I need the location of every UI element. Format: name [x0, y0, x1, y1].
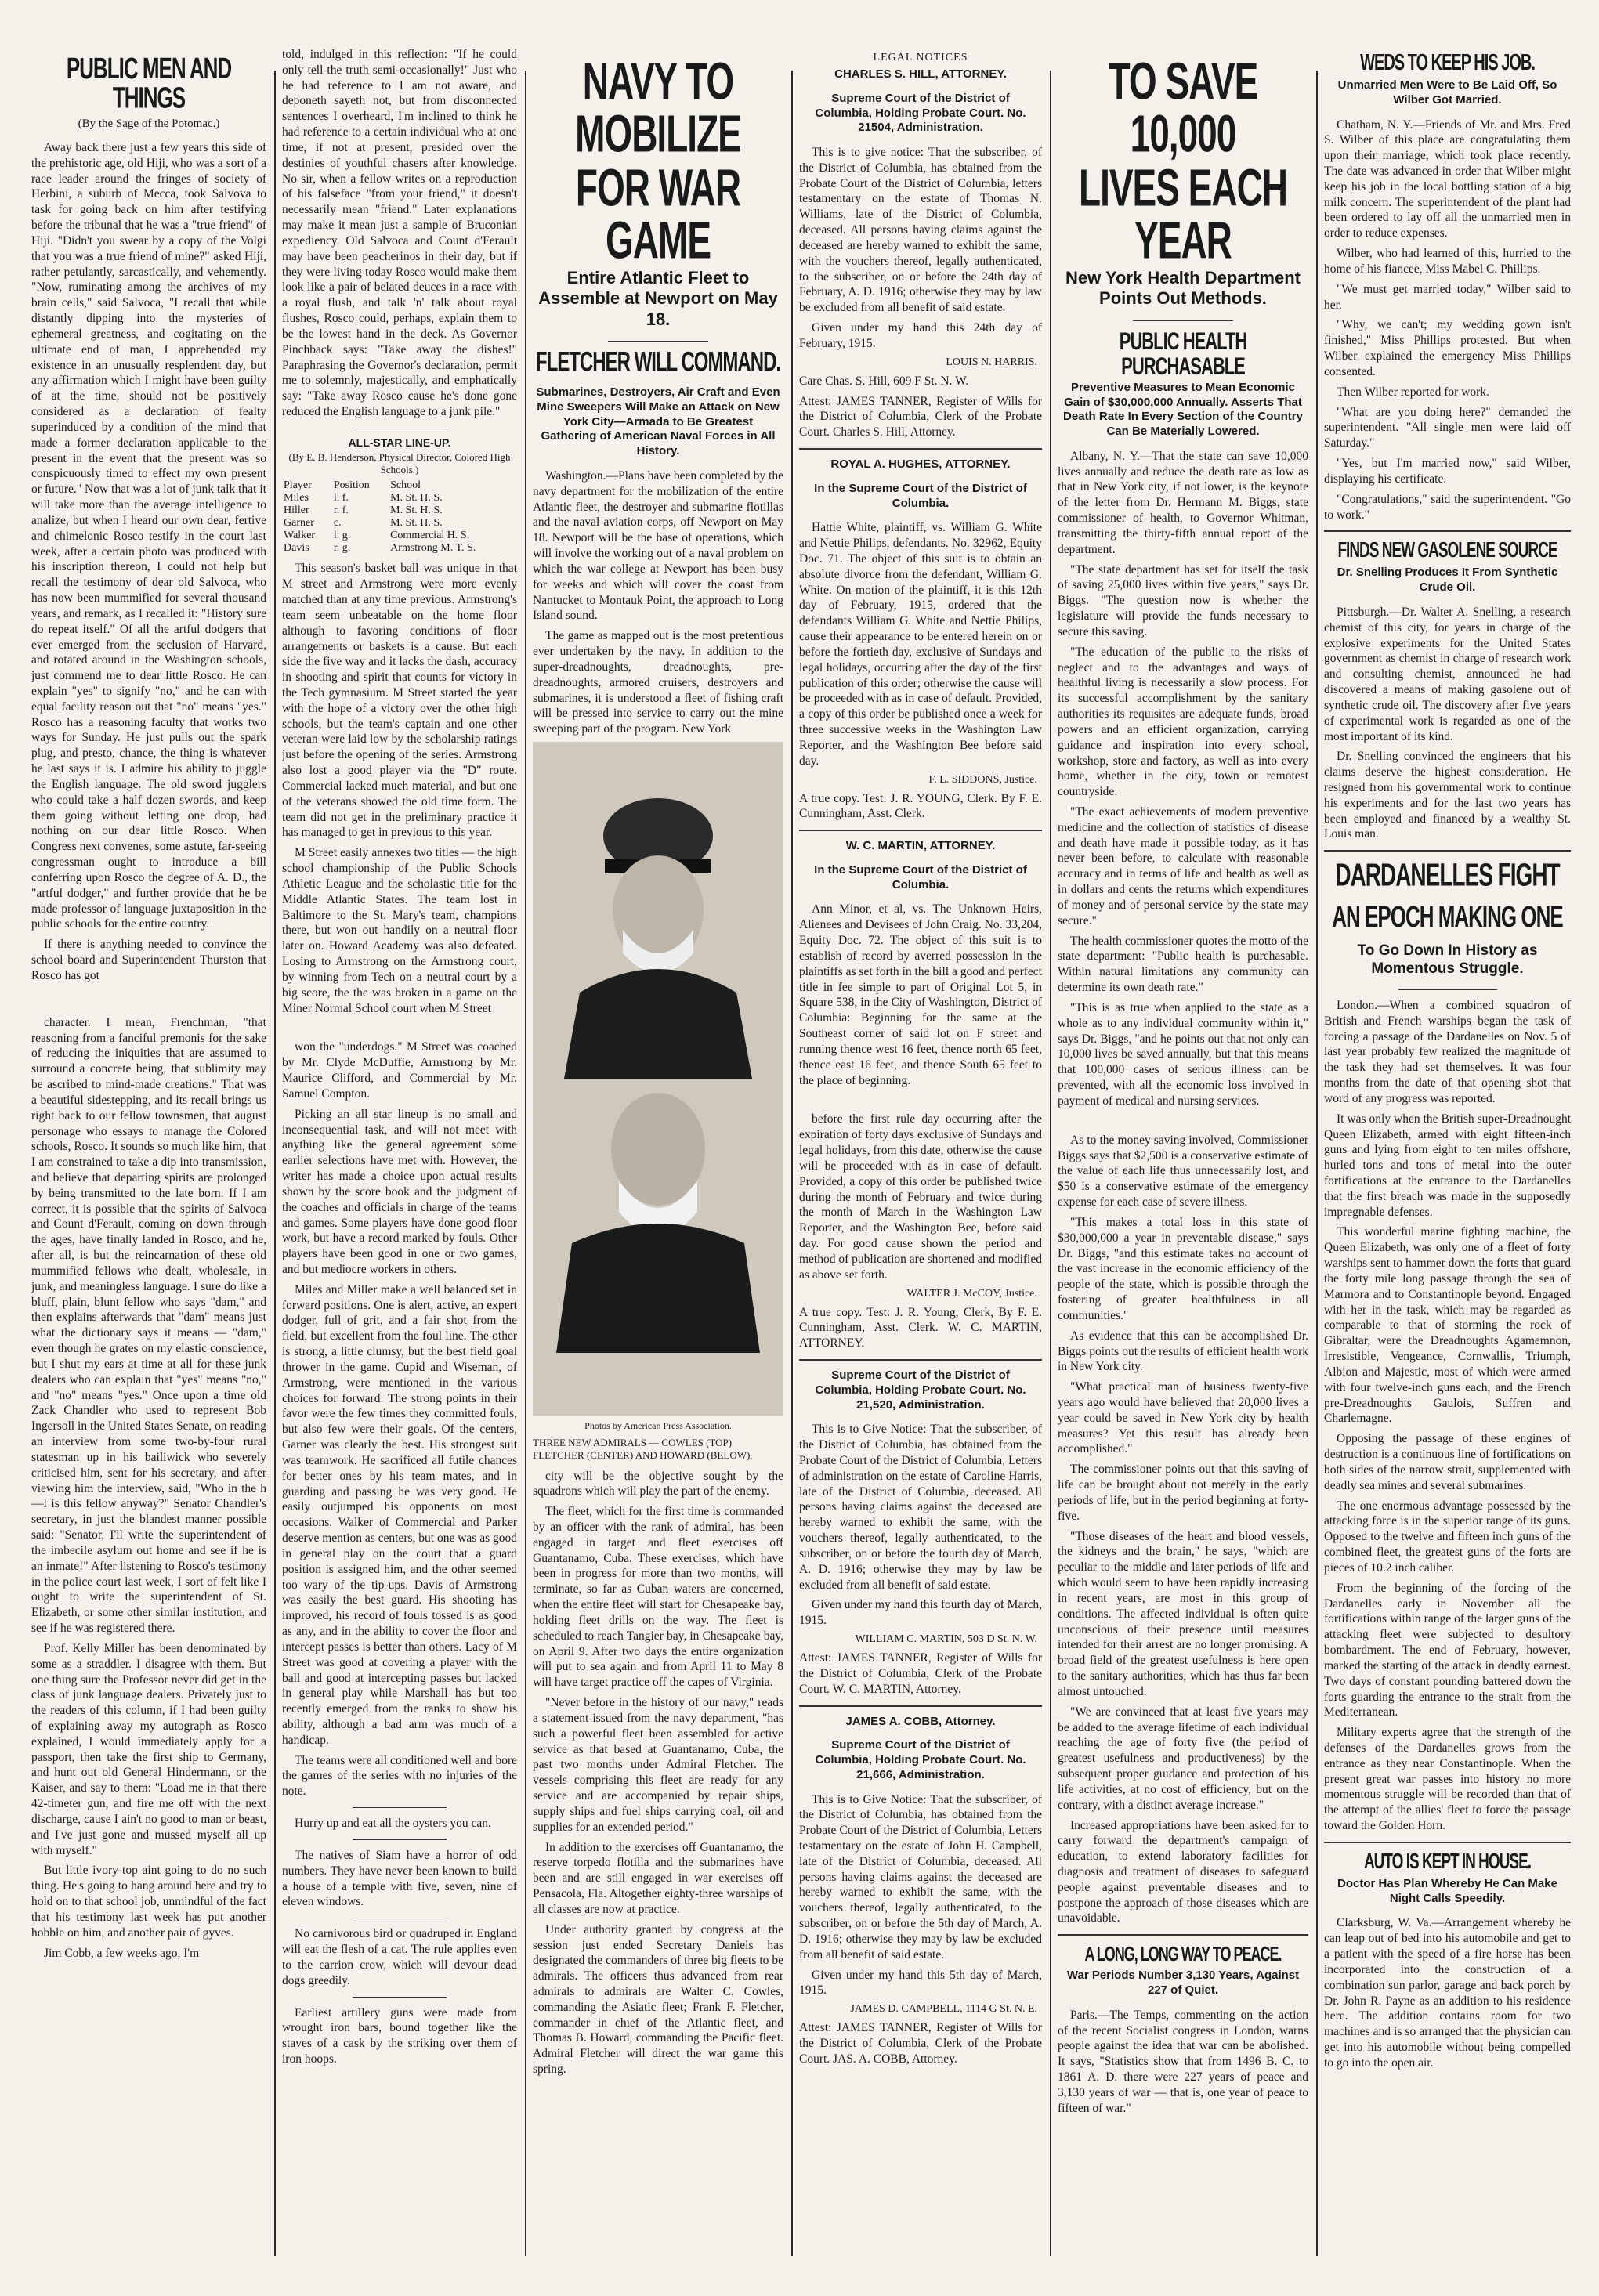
notice-attest: Attest: JAMES TANNER, Register of Wills for the District of Columbia, Clerk of the Probate Court. W. C. MARTIN, Attorney.	[799, 1651, 1042, 1696]
save-lives-subdeck: Preventive Measures to Mean Economic Gain of $30,000,000 Annually. Asserts That Death Rate In Every Section of the Country Can Be Materially Lowered.	[1063, 380, 1303, 439]
navy-headline-3: FLETCHER WILL COMMAND.	[535, 347, 781, 378]
divider	[608, 341, 708, 342]
column-rule	[274, 71, 276, 2256]
article-paragraph: "Yes, but I'm married now," said Wilber, displaying his certificate.	[1324, 457, 1571, 486]
article-paragraph: "We must get married today," Wilber said to her.	[1324, 282, 1571, 312]
lineup-cell: c.	[333, 517, 342, 530]
article-paragraph: M Street easily annexes two titles — the high school championship of the Public Schools Athletic League and the scholastic title for the Middle Atlantic States. The team lost in Baltimore to the St. Mary's team, champions there, but won out handily on a neutral floor later on. Howard Academy was also defeated. Losing to Armstrong on the Armstrong court, by winning from Tech on a neutral court by a big score, the the was broken in a game on the Miner Normal School court when M Street	[282, 846, 517, 1015]
auto-deck: Doctor Has Plan Whereby He Can Make Night Calls Speedily.	[1337, 1876, 1557, 1905]
notice-body: before the first rule day occurring after the expiration of forty days exclusive of Sundays and legal holidays, from this date, otherwise the cause will be proceeded with as in case of default. Provided, a copy of this order be published twice during the month of February and twice during the month of March in the Washington Law Reporter, and the Washington Bee, before said day. For good cause shown the period and method of publication are shortened and modified as above set forth.	[799, 1112, 1042, 1282]
peace-headline: A LONG, LONG WAY TO PEACE.	[1084, 1942, 1282, 1965]
photo-caption: THREE NEW ADMIRALS — COWLES (TOP) FLETCHER (CENTER) AND HOWARD (BELOW).	[533, 1437, 753, 1462]
notice-attorney: W. C. MARTIN, ATTORNEY.	[845, 839, 996, 853]
article-paragraph: "What practical man of business twenty-five years ago would have believed that 20,000 lives a year could be saved in New York city by health measures? Yet this result has already been accomplished."	[1058, 1380, 1308, 1456]
divider	[353, 1839, 447, 1840]
newspaper-page	[31, 47, 1571, 2272]
article-paragraph: If there is anything needed to convince the school board and Superintendent Thurston that Rosco has got	[31, 938, 266, 982]
notice-copy: A true copy. Test: J. R. YOUNG, Clerk. By F. E. Cunningham, Asst. Clerk.	[799, 791, 1042, 821]
notice-body: Ann Minor, et al, vs. The Unknown Heirs, Alienees and Devisees of John Craig. No. 33,204, Equity Doc. 72. The object of this suit is to establish of record by averred possession in the plaintiffs as set forth in the bill a good and perfect title in fee simple to part of Original Lot 5, in Square 538, in the City of Washington, District of Columbia: Beginning for the same at the Southeast corner of said lot on F street and running thence west 16 feet, thence north 65 feet, thence east 16 feet, and thence South 65 feet to the place of beginning.	[799, 902, 1042, 1087]
peace-deck: War Periods Number 3,130 Years, Against 227 of Quiet.	[1066, 1969, 1300, 1998]
notice-court: In the Supreme Court of the District of Columbia.	[814, 862, 1027, 891]
article-paragraph: "Congratulations," said the superintendent. "Go to work."	[1324, 492, 1571, 522]
notice-attorney: ROYAL A. HUGHES, ATTORNEY.	[830, 457, 1011, 472]
article-paragraph: Wilber, who had learned of this, hurried to the home of his fiancee, Miss Mabel C. Phillips.	[1324, 247, 1571, 276]
lineup-cell: Commercial H. S.	[390, 530, 470, 542]
lineup-cell: Garner	[284, 517, 314, 530]
article-paragraph: "Never before in the history of our navy," reads a statement issued from the navy department, "has such a powerful fleet been assembled for active service as that based at Guantanamo, Cuba, the past two months under Admiral Fletcher. The vessels comprising this fleet are ready for any service and are accompanied by repair ships, supply ships and fuel ships carrying coal, oil and supplies for an extended period."	[533, 1696, 783, 1834]
notice-court: In the Supreme Court of the District of Columbia.	[814, 481, 1027, 510]
article-paragraph: But little ivory-top aint going to do no such thing. He's going to hang around here and try to hold on to that school job, unmindful of the fact that his testimony last week has put another hobble on him, and another pair of gyves.	[31, 1864, 266, 1940]
column-3	[533, 47, 783, 2272]
notice-body: This is to Give Notice: That the subscriber, of the District of Columbia, has obtained from the Probate Court of the District of Columbia, Letters of administration on the estate of Caroline Harris, late of the District of Columbia, deceased. All persons having claims against the deceased are hereby warned to exhibit the same, with the vouchers thereof, legally authenticated, to the subscriber, on or before the fourth day of March, A. D. 1916; otherwise they may by law be excluded from all benefit of said estate.	[799, 1423, 1042, 1592]
column-2	[282, 47, 517, 2272]
lineup-cell: r. g.	[333, 542, 351, 555]
column-6	[1324, 47, 1571, 2272]
article-paragraph: "This is as true when applied to the state as a whole as to any individual community within it," says Dr. Biggs, "and he points out that not only can 10,000 lives be saved annually, but that this means that 100,000 cases of serious illness can be prevented, with all the economic loss involved in payment of medical and nursing services.	[1058, 1000, 1308, 1108]
lineup-row	[282, 492, 517, 504]
filler-paragraph: No carnivorous bird or quadruped in England will eat the flesh of a cat. The rule applies even to the carrion crow, which will devour dead dogs greedily.	[282, 1927, 517, 1987]
lineup-cell: Hiller	[284, 504, 309, 517]
legal-notices-header: LEGAL NOTICES	[873, 52, 968, 63]
article-paragraph: Military experts agree that the strength of the defenses of the Dardanelles grows from the entrance as they near Constantinople. When the present great war passes into history no more momentous struggle will be recorded than that of the attempt of the allies' fleet to force the passage toward the Golden Horn.	[1324, 1726, 1571, 1833]
notice-body: This is to Give Notice: That the subscriber, of the District of Columbia, has obtained from the Probate Court of the District of Columbia, Letters testamentary on the estate of John H. Campbell, late of the District of Columbia, deceased. All persons having claims against the deceased are hereby warned to exhibit the same, with the vouchers thereof, legally authenticated, to the subscriber, on or before the 5th day of March, A. D. 1916; otherwise they may by law be excluded from all benefit of said estate.	[799, 1792, 1042, 1962]
notice-attorney: JAMES A. COBB, Attorney.	[845, 1714, 996, 1728]
navy-deck: Entire Atlantic Fleet to Assemble at Newport on May 18.	[538, 268, 778, 329]
article-paragraph: city will be the objective sought by the squadrons which will play the part of the enemy.	[533, 1469, 783, 1499]
article-paragraph: Paris.—The Temps, commenting on the action of the recent Socialist congress in London, warns people against the idea that war can be abolished. It says, "Statistics show that from 1496 B. C. to 1861 A. D. there were 227 years of peace and 3,130 years of war — that is, one year of peace to fifteen of war."	[1058, 2008, 1308, 2115]
notice-given: Given under my hand this 24th day of February, 1915.	[799, 321, 1042, 350]
column-5	[1058, 47, 1308, 2272]
article-paragraph: "The state department has set for itself the task of saving 25,000 lives within five years," says Dr. Biggs. "The question now is whether the legislature will provide the funds necessary to secure this saving.	[1058, 562, 1308, 638]
lineup-cell: Walker	[284, 530, 316, 542]
article-paragraph: It was only when the British super-Dreadnought Queen Elizabeth, armed with eight fifteen-inch guns and lying from eight to ten miles offshore, hurled tons and tons of metal into the outer fortifications at the entrance to the Dardanelles that the first breach was made in the supposedly impregnable defenses.	[1324, 1112, 1571, 1219]
article-paragraph: Clarksburg, W. Va.—Arrangement whereby he can leap out of bed into his automobile and get to a patient with the speed of a fire horse has been incorporated into the construction of a combination sun parlor, garage and back porch by Dr. John R. Payne as an addition to his residence here. The addition contains room for two machines and is so arranged that the physician can get into his automobile without being compelled to go into the open air.	[1324, 1916, 1571, 2070]
article-paragraph: "We are convinced that at least five years may be added to the average lifetime of each individual reaching the age of forty five (the period of greatest usefulness and productiveness) by the subsequent proper guidance and protection of his life activities, at no cost of efficiency, but on the contrary, with a distinct average increase."	[1058, 1705, 1308, 1812]
article-paragraph: Opposing the passage of these engines of destruction is a continuous line of fortifications on both sides of the narrow strait, supplemented with deadly sea mines and several submarines.	[1324, 1432, 1571, 1492]
column-1	[31, 47, 266, 2272]
notice-attest: Attest: JAMES TANNER, Register of Wills for the District of Columbia, Clerk of the Probate Court. Charles S. Hill, Attorney.	[799, 394, 1042, 439]
lineup-cell: M. St. H. S.	[390, 492, 443, 504]
gasolene-deck: Dr. Snelling Produces It From Synthetic Crude Oil.	[1337, 566, 1558, 595]
notice-copy: A true copy. Test: J. R. Young, Clerk, By F. E. Cunningham, Asst. Clerk. W. C. MARTIN, ATTORNEY.	[799, 1305, 1042, 1350]
notice-signature: F. L. SIDDONS, Justice.	[928, 773, 1037, 786]
lineup-cell: M. St. H. S.	[390, 517, 443, 530]
article-paragraph: The one enormous advantage possessed by the attacking force is in the superior range of its guns. Opposed to the twelve and fifteen inch guns of the combined fleet, the greatest guns of the forts are pieces of 10.2 inch caliber.	[1324, 1499, 1571, 1575]
article-paragraph: London.—When a combined squadron of British and French warships began the task of forcing a passage of the Dardanelles on Nov. 5 of last year probably few realized the magnitude of the task they had set themselves. It was four months from the date of that opening shot that word of any progress was reported.	[1324, 998, 1571, 1105]
lineup-table	[282, 479, 517, 555]
article-paragraph: In addition to the exercises off Guantanamo, the reserve torpedo flotilla and the submarines have been and are still engaged in war exercises off Pensacola, Fla. Altogether eighty-three warships of all classes are now at practice.	[533, 1840, 783, 1916]
lineup-byline: (By E. B. Henderson, Physical Director, Colored High Schools.)	[288, 451, 511, 476]
filler-paragraph: The natives of Siam have a horror of odd numbers. They have never been known to build a house of a temple with five, seven, nine of eleven windows.	[282, 1848, 517, 1909]
article-paragraph: As evidence that this can be accomplished Dr. Biggs points out the results of efficient health work in New York city.	[1058, 1329, 1308, 1374]
article-paragraph: From the beginning of the forcing of the Dardanelles early in November all the fortifications within range of the larger guns of the attacking fleet were subjected to desultory bombardment. The end of February, however, marked the starting of the attack in deadly earnest. Two days of constant pounding battered down the forts guarding the entrance to the strait from the Mediterranean.	[1324, 1581, 1571, 1719]
save-lives-headline-2: LIVES EACH YEAR	[1078, 157, 1288, 269]
admirals-photo	[533, 742, 783, 1416]
lineup-cell: r. f.	[333, 504, 349, 517]
article-paragraph: The health commissioner quotes the motto of the state department: "Public health is purchasable. Within natural limitations any community can determine its own death rate."	[1058, 934, 1308, 995]
dardanelles-headline-1: DARDANELLES FIGHT	[1335, 857, 1560, 893]
lineup-header: Player	[284, 479, 312, 492]
navy-subdeck: Submarines, Destroyers, Air Craft and Even Mine Sweepers Will Make an Attack on New York City—Armada to Be Greatest Gathering of American Naval Forces in All History.	[536, 385, 780, 458]
photo-credit: Photos by American Press Association.	[584, 1420, 732, 1431]
divider	[1133, 320, 1233, 321]
lineup-cell: Armstrong M. T. S.	[390, 542, 476, 555]
notice-signature: JAMES D. CAMPBELL, 1114 G St. N. E.	[850, 2003, 1037, 2016]
article-paragraph: Away back there just a few years this side of the prehistoric age, old Hiji, who was a sort of a race leader around the fringes of society of Herbini, a suburb of Mecca, took Salvova to task for going back on him after testifying before the tribunal that he was a "true friend" of Hiji. "Didn't you swear by a copy of the Volgi that you was a true friend of mine?" asked Hiji, rather petulantly, sarcastically, and vehemently. "Now, ruminating among the archives of my brain cells," said Salvoca, "I recall that while distantly dipping into the mysteries of ephemeral greatness, and cogitating on the ultimate end of man, I apprehended my existence in an unusually resplendent day, but any affirmation which I might have been guilty of at the time, should not be positively considered as a declaration of fealty superinduced by a condition of the mind that made a former declaration applicable to the present in the event that the present was so conspicuously timed to effect my own present or future." Now that was a lot of junk talk that it will take more than the average intelligence to analize, but when I heard our own dear, fertive and chimelonic Rosco testify in the court last week, after a certain photo was produced with his inscription thereon, I could not help but recall the testimony of dear old Salvoca, who has now been mummified for several thousand years, and remark, as I recalled it: "History sure do repeat itself." Of all the artful dodgers that ever emerged from the seclusion of Harvard, and rotated around in the Washington schools, just commend me to dear little Rosco. He can explain "yes" to signify "no," and he can with equal facility reason out that "no" means "yes." Rosco has a reasoning faculty that works two ways for Sunday. He just pulls out the spark plug, and presto, chance, the thing is whatever he last says it is. I admire his ability to juggle the English language. The old sword jugglers who could take a half dozen swords, and keep them going without letting one drop, had nothing on our dear little Rosco. When Congress next convenes, some astute, far-seeing congressman ought to introduce a bill conferring upon Rosco the degree of A. D., the "artful dodger," and further provide that he be made professor of language juxtaposition in the public schools for the entire country.	[31, 141, 266, 931]
article-paragraph: Under authority granted by congress at the session just ended Secretary Daniels has designated the commanders of three big fleets to be admirals. The officers thus advanced from rear admirals to admirals are Walter C. Cowles, commanding the Asiatic fleet; Frank F. Fletcher, commander in chief of the Atlantic fleet, and Thomas B. Howard, commanding the Pacific fleet. Admiral Fletcher will direct the war game this spring.	[533, 1922, 783, 2077]
column-4	[799, 47, 1042, 2272]
article-paragraph: This season's basket ball was unique in that M street and Armstrong were more evenly matched than at any time previous. Armstrong's team seem unbeatable on the home floor although to favoring conditions of floor arrangements or baskets is a cause. But each side the five way and it lacks the dash, accuracy in shooting and spirit that counts for victory in the Tech gymnasium. M Street started the year with the hope of a victory over the other high schools, but the team's captain and one other veteran were laid low by the scholarship ratings just before the opening of the series. Armstrong also lost a good player via the "D" route. Commercial lacked much material, and but one of the veterans showed the old time form. The team did not get in the preliminary practice it has managed to get in previous to this year.	[282, 562, 517, 840]
dardanelles-deck: To Go Down In History as Momentous Struggle.	[1357, 942, 1538, 978]
lineup-row	[282, 542, 517, 555]
notice-signature: LOUIS N. HARRIS.	[946, 356, 1037, 368]
column-rule	[1050, 71, 1051, 2256]
article-paragraph: "The education of the public to the risks of neglect and to the advantages and ways of healthful living is necessarily a slow process. For its successful accomplishment by the sanitary authorities its requisites are adequate funds, broad powers and an efficient organization, carrying guidance and inspiration into every school, workshop, store and factory, as well as into every home, whether in the city, town or remotest countryside.	[1058, 645, 1308, 799]
article-paragraph: As to the money saving involved, Commissioner Biggs says that $2,500 is a conservative estimate of the value of each life thus unnecessarily lost, and $50 is a conservative estimate of the emergency expense for each case of severe illness.	[1058, 1133, 1308, 1209]
notice-given: Given under my hand this fourth day of March, 1915.	[799, 1598, 1042, 1628]
lineup-header-row	[282, 479, 517, 492]
article-paragraph: won the "underdogs." M Street was coached by Mr. Clyde McDuffie, Armstrong by Mr. Maurice Clifford, and Commercial by Mr. Samuel Compton.	[282, 1040, 517, 1101]
notice-court: Supreme Court of the District of Columbia, Holding Probate Court. No. 21,666, Administration.	[815, 1738, 1026, 1781]
article-paragraph: "The exact achievements of modern preventive medicine and the collection of statistics of disease and death have made it possible today, as it has never been before, to calculate with reasonable accuracy and in terms of life and health as well as in dollars and cents the returns which expenditures of money and of personal service by the state may secure."	[1058, 805, 1308, 927]
gasolene-headline: FINDS NEW GASOLENE SOURCE	[1337, 538, 1557, 563]
dardanelles-headline-2: AN EPOCH MAKING ONE	[1332, 899, 1563, 934]
article-paragraph: Picking an all star lineup is no small and inconsequential task, and will not meet with anything like the general agreement some earlier selections have met with. However, the writer has made a choice upon actual results shown by the score book and the judgment of the coaches and officials in charge of the teams and games. Some players have done good floor work, but have a record marked by fouls. Other players have been good in one or two games, and but mediocre workers in others.	[282, 1107, 517, 1276]
lineup-cell: l. f.	[333, 492, 349, 504]
divider	[799, 830, 1042, 831]
filler-paragraph: Hurry up and eat all the oysters you can.	[295, 1817, 491, 1831]
auto-headline: AUTO IS KEPT IN HOUSE.	[1363, 1849, 1532, 1874]
article-paragraph: "This makes a total loss in this state of $30,000,000 a year in preventable disease," says Dr. Biggs, "and this estimate takes no account of the vast increase in the economic efficiency of the people of the state, which is possible through the fostering of greater healthfulness in all communities."	[1058, 1215, 1308, 1322]
notice-signature: WALTER J. McCOY, Justice.	[906, 1287, 1037, 1300]
article-paragraph: Dr. Snelling convinced the engineers that his claims deserve the highest consideration. He resigned from his governmental work to continue his experiments and for the last two years has been employed and financed by a wealthy St. Louis man.	[1324, 750, 1571, 841]
article-paragraph: "Those diseases of the heart and blood vessels, the kidneys and the brain," he says, "which are peculiar to the middle and later periods of life and which would seem to have been rapidly increasing in recent years, are most in this group of conditions. The affected individual is often quite unconscious of their presence until measures intended for their arrest are no longer promising. A broad field of the greatest usefulness is here open to the sanitary authorities, which has thus far been almost untouched.	[1058, 1529, 1308, 1698]
notice-body: This is to give notice: That the subscriber, of the District of Columbia, has obtained from the Probate Court of the District of Columbia, letters testamentary on the estate of Thomas N. Williams, late of the District of Columbia, deceased. All persons having claims against the deceased are hereby warned to exhibit the same, with the vouchers thereof, legally authenticated, to the subscriber, on or before the 24th day of February, A. D. 1916; otherwise they may by law be excluded from all benefit of said estate.	[799, 146, 1042, 315]
public-men-byline: (By the Sage of the Potomac.)	[78, 118, 220, 130]
lineup-header: School	[390, 479, 421, 492]
notice-signature: WILLIAM C. MARTIN, 503 D St. N. W.	[855, 1633, 1037, 1646]
notice-court: Supreme Court of the District of Columbia, Holding Probate Court. No. 21504, Administration.	[815, 91, 1026, 135]
article-paragraph: told, indulged in this reflection: "If he could only tell the truth semi-occasionally!" Just who he had reference to I am not aware, and deponeth sayeth not, but from disconnected sentences I overheard, I'm inclined to think he had reference to a certain individual who at one time, if not at present, presided over the destinies of youthful chasers after knowledge. No sir, when a fellow writes on a reproduction of his falseface "from your friend," it doesn't necessarily mean "friend." Later explanations may make it mean just a sample of Bruconian expediency. Old Salvoca and Count d'Ferault may have been peacherinos in their day, but if they were living today Rosco would make them look like a pair of belated deuces in a race with a royal flush, and talk 'n' talk about royal flushes, Rosco could, perhaps, explain them to be the lowest hand in the deck. As Governor Pinchback says: "Take away the dishes!" Paraphrasing the Governor's declaration, permit me to solemnly, majestically, and emphatically say: "Take away Rosco cause he's done gone reduced the English language to a junk pile."	[282, 48, 517, 419]
article-paragraph: Then Wilber reported for work.	[1337, 385, 1489, 399]
notice-care: Care Chas. S. Hill, 609 F St. N. W.	[799, 374, 969, 388]
divider	[1324, 530, 1571, 532]
save-lives-deck: New York Health Department Points Out Methods.	[1065, 268, 1301, 309]
article-paragraph: Pittsburgh.—Dr. Walter A. Snelling, a research chemist of this city, for years in charge of the explosive experiments for the United States government as chemist in charge of research work and consulting chemist, announced he had discovered a means of making gasolene out of synthetic crude oil. The discovery after five years of experimental work is regarded as one of the most important of its kind.	[1324, 605, 1571, 743]
lineup-cell: Miles	[284, 492, 309, 504]
lineup-cell: l. g.	[333, 530, 351, 542]
column-rule	[1316, 71, 1318, 2256]
weds-deck: Unmarried Men Were to Be Laid Off, So Wilber Got Married.	[1337, 78, 1557, 107]
article-paragraph: Washington.—Plans have been completed by the navy department for the mobilization of the entire Atlantic fleet, the destroyer and submarine flotillas and the naval aviation corps, off Newport on May 18. Newport will be the base of operations, which will involve the working out of a naval problem on which the war college at Newport has been busy for weeks and which will cover the coast from Nantucket to Montauk Point, the approach to Long Island sound.	[533, 468, 783, 623]
lineup-cell: Davis	[284, 542, 309, 555]
divider	[1398, 989, 1497, 990]
article-paragraph: Jim Cobb, a few weeks ago, I'm	[44, 1946, 200, 1960]
weds-headline: WEDS TO KEEP HIS JOB.	[1360, 50, 1535, 76]
lineup-row	[282, 517, 517, 530]
lineup-header: Position	[333, 479, 370, 492]
article-paragraph: Miles and Miller make a well balanced set in forward positions. One is alert, active, an expert dodger, full of grit, and a fair shot from the field, but excellent from the foul line. The other is strong, a little clumsy, but the best field goal thrower in the game. Cupid and Wiseman, of Armstrong, were mentioned in the various choices for forward. The strong points in their favor were the few times they committed fouls, but also few were their goals. Of the centers, Garner was clearly the best. His strongest suit was teamwork. He sacrificed all futile chances for better ones by his team mates, and in guarding and passing he was very good. He easily outjumped his opponents on most occasions. Walker of Commercial and Parker deserve mention as centers, but one was as good in general play on the court that a guard position is assigned him, and the other seemed too wary of the tip-ups. Davis of Armstrong was easily the best guard. His shooting has improved, his record of fouls tossed is as good as any, and in the ability to cover the floor and intercept passes is better than others. Lacy of M Street was good at covering a player with the ball and good at intercepting passes but lacked in general play while Marshall has but too recently emerged from the ranks to show his ability, although a bad arm was much of a handicap.	[282, 1282, 517, 1747]
lineup-cell: M. St. H. S.	[390, 504, 443, 517]
article-paragraph: "Why, we can't; my wedding gown isn't finished," Miss Phillips protested. But when Wilber explained the emergency Miss Phillips consented.	[1324, 318, 1571, 378]
article-paragraph: The game as mapped out is the most pretentious ever undertaken by the navy. In addition to the super-dreadnoughts, dreadnoughts, pre-dreadnoughts, armored cruisers, destroyers and submarines, it is understood a fleet of fishing craft will be pressed into service to carry out the mine sweeping part of the program. New York	[533, 629, 783, 736]
save-lives-headline-1: TO SAVE 10,000	[1108, 51, 1258, 163]
article-paragraph: The fleet, which for the first time is commanded by an officer with the rank of admiral, has been engaged in target and fleet exercises off Guantanamo, Cuba. These exercises, which have been in progress for more than two months, will terminate, so far as Cuban waters are concerned, when the entire fleet will start for Chesapeake bay, holding fleet drills on the way. The fleet is scheduled to reach Tangier bay, in Chesapeake bay, on April 9. After two days the entire organization will put to sea again and from April 11 to May 8 will have target practice off the capes of Virginia.	[533, 1505, 783, 1690]
column-rule	[791, 71, 793, 2256]
notice-attorney: CHARLES S. HILL, ATTORNEY.	[834, 67, 1007, 81]
divider	[799, 1705, 1042, 1707]
lineup-row	[282, 530, 517, 542]
lineup-row	[282, 504, 517, 517]
admirals-photo-art	[533, 742, 783, 1416]
navy-headline-2: FOR WAR GAME	[575, 157, 741, 269]
divider	[799, 448, 1042, 450]
divider	[799, 1359, 1042, 1361]
divider	[1324, 850, 1571, 852]
divider	[353, 1807, 447, 1808]
public-men-headline: PUBLIC MEN AND THINGS	[66, 51, 232, 115]
article-paragraph: "What are you doing here?" demanded the superintendent. "All single men were laid off Saturday."	[1324, 405, 1571, 450]
navy-headline-1: NAVY TO MOBILIZE	[575, 51, 741, 163]
article-paragraph: Prof. Kelly Miller has been denominated by some as a straddler. I disagree with them. But one thing sure the Professor never did get in the class of junk language dealers. Privately just to the readers of this column, if I had been guilty of explaining away my autograph as Rosco explained, I would immediately apply for a passport, then take the first ship to Germany, and hunt out old General Hindermann, or the Kaiser, and say to them: "Load me in that there 42-timeter gun, and fire me off with the next discharge, cause I ain't no good to man or beast, and I've just gone and mussed myself all up with myself."	[31, 1641, 266, 1857]
divider	[1058, 1934, 1308, 1936]
notice-body: Hattie White, plaintiff, vs. William G. White and Nettie Philips, defendants. No. 32962, Equity Doc. 71. The object of this suit is to obtain an absolute divorce from the defendant, William G. White. On motion of the plaintiff, it is this 12th day of February, 1915, ordered that the defendants William G. White and Nettie Philips, cause their appearance to be entered herein on or before the fortieth day, exclusive of Sundays and legal holidays, occurring after the day of the first publication of this order; otherwise the cause will be proceeded with as in case of default. Provided, a copy of this order be published once a week for three successive weeks in the Washington Law Reporter, and the Washington Bee before said day.	[799, 521, 1042, 768]
save-lives-headline-3: PUBLIC HEALTH PURCHASABLE	[1119, 326, 1247, 381]
article-paragraph: Chatham, N. Y.—Friends of Mr. and Mrs. Fred S. Wilber of this place are congratulating them upon their marriage, which took place recently. The date was advanced in order that Wilber might keep his job in the local bottling station of a big milk concern. The superintendent of the plant had been ordered to lay off all the unmarried men in order to reduce expenses.	[1324, 118, 1571, 240]
article-paragraph: Increased appropriations have been asked for to carry forward the department's campaign of education, to extend laboratory facilities for diagnosis and treatment of diseases to safeguard people against preventable diseases and to postpone the approach of those diseases which are unavoidable.	[1058, 1818, 1308, 1925]
notice-court: Supreme Court of the District of Columbia, Holding Probate Court. No. 21,520, Administration.	[815, 1369, 1026, 1412]
divider	[1324, 1842, 1571, 1843]
notice-given: Given under my hand this 5th day of March, 1915.	[799, 1968, 1042, 1998]
article-paragraph: This wonderful marine fighting machine, the Queen Elizabeth, was only one of a fleet of forty warships sent to hammer down the forts that guard the forty mile long passage through the sea of Marmora and to Constantinople beyond. Engaged with her in the task, which may be regarded as comparable to that of storming the rock of Gibraltar, were the Dreadnoughts Agamemnon, Irresistible, Vengeance, Cornwallis, Triumph, Albion and Majestic, most of which were armed with four twelve-inch guns each, and the French pre-Dreadnoughts Gaulois, Suffren and Charlemagne.	[1324, 1225, 1571, 1426]
column-rule	[525, 71, 526, 2256]
article-paragraph: The commissioner points out that this saving of life can be brought about not merely in the early periods of life, but in the period beginning at forty-five.	[1058, 1463, 1308, 1523]
lineup-title: ALL-STAR LINE-UP.	[348, 436, 451, 449]
article-paragraph: The teams were all conditioned well and bore the games of the series with no injuries of the note.	[282, 1753, 517, 1799]
article-paragraph: Albany, N. Y.—That the state can save 10,000 lives annually and reduce the death rate as low as that in New York city, if not lower, is the keynote of the letter from Dr. Hermann M. Biggs, state commissioner of health, to Governor Whitman, transmitting the thirty-fifth annual report of the department.	[1058, 449, 1308, 556]
notice-attest: Attest: JAMES TANNER, Register of Wills for the District of Columbia, Clerk of the Probate Court. JAS. A. COBB, Attorney.	[799, 2021, 1042, 2066]
divider	[353, 1997, 447, 1998]
article-paragraph: character. I mean, Frenchman, "that reasoning from a fanciful premonis for the sake of reducing the iniquities that are assumed to surround a concrete being, that sublimity may be ascribed to mind-made creations." That was a beautiful sidestepping, and its recall brings us right back to our fellow townsmen, that august personage who essays to manage the Colored schools, Rosco. It sounds so much like him, that I am constrained to take a dip into transmission, and believe that departing spirits are prolonged by being transmitted to the late born. If I am correct, it is possible that the spirits of Salvoca and Count d'Ferault, coming on down through the ages, have finally landed in Rosco, and he, after all, is but the reincarnation of these old mummified fellows who dealt, wholesale, in junk, and meaningless language. I sure do like a bluff, plain, blunt fellow who says "dam," and then explains afterwards that "dam" means just what the dictionary says it means — "dam," even though he grates on my elastic conscience, but I shut my ears at time at all for these junk dealers who can explain that "yes" means "no," and "no" means "yes." Once upon a time old Zack Chandler who used to represent Bob Ingersoll in the United States Senate, on reading an interview from some two-by-four rural statesman up in his bailiwick who severely criticised him, sent for his secretary, and after viewing him the interview, said, "Who in the h—l is this fellow anyway?" Senator Chandler's secretary, in just the blandest manner possible said: "Senator, I'll write the superintendent of the imbecile asylum out home and see if he is an inmate!" After listening to Rosco's testimony in the police court last week, I sort of felt like I ought to write the superintendent of St. Elizabeth, or some other similar institution, and see if he was registered there.	[31, 1015, 266, 1636]
filler-paragraph: Earliest artillery guns were made from wrought iron bars, bound together like the staves of a cask by the striking over them of iron hoops.	[282, 2005, 517, 2066]
